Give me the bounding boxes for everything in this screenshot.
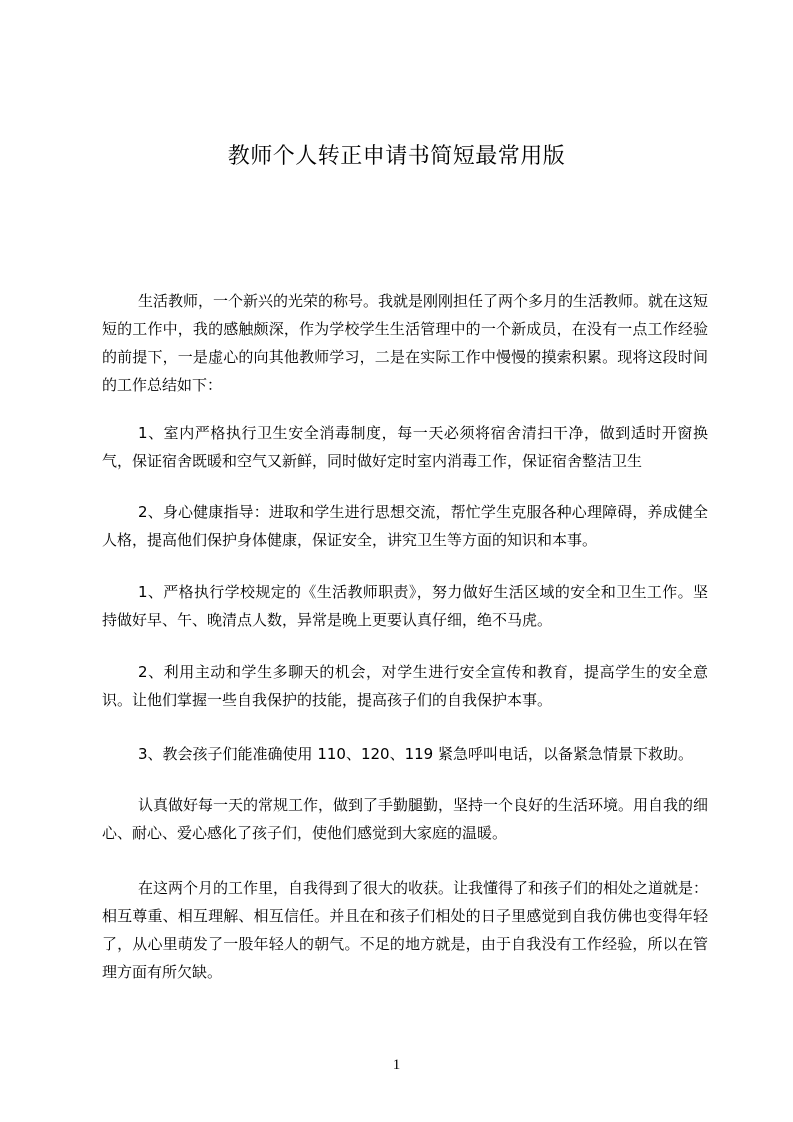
paragraph-daily-work: 认真做好每一天的常规工作，做到了手勤腿勤，坚持一个良好的生活环境。用自我的细心、耐心、爱心感化了孩子们，使他们感觉到大家庭的温暖。 <box>102 796 709 842</box>
document-title: 教师个人转正申请书简短最常用版 <box>227 144 566 169</box>
paragraph-emergency-numbers: 3、教会孩子们能准确使用 110、120、119 紧急呼叫电话，以备紧急情景下救助。 <box>138 745 693 763</box>
page-number: 1 <box>392 1057 401 1073</box>
paragraph-health-guidance: 2、身心健康指导：进取和学生进行思想交流，帮忙学生克服各种心理障碍，养成健全人格，提高他们保护身体健康，保证安全，讲究卫生等方面的知识和本事。 <box>102 503 708 549</box>
paragraph-safety-education: 2、利用主动和学生多聊天的机会，对学生进行安全宣传和教育，提高学生的安全意识。让他们掌握一些自我保护的技能，提高孩子们的自我保护本事。 <box>102 663 708 709</box>
paragraph-dorm-hygiene: 1、室内严格执行卫生安全消毒制度，每一天必须将宿舍清扫干净，做到适时开窗换气，保证宿舍既暖和空气又新鲜，同时做好定时室内消毒工作，保证宿舍整洁卫生 <box>102 424 708 470</box>
paragraph-summary: 在这两个月的工作里，自我得到了很大的收获。让我懂得了和孩子们的相处之道就是：相互尊重、相互理解、相互信任。并且在和孩子们相处的日子里感觉到自我仿佛也变得年轻了，从心里萌发了一股年轻人的朝气。不足的地方就是，由于自我没有工作经验，所以在管理方面有所欠缺。 <box>102 879 709 981</box>
paragraph-safety-duties: 1、严格执行学校规定的《生活教师职责》，努力做好生活区域的安全和卫生工作。坚持做好早、午、晚清点人数，异常是晚上更要认真仔细，绝不马虎。 <box>102 583 708 629</box>
paragraph-intro: 生活教师，一个新兴的光荣的称号。我就是刚刚担任了两个多月的生活教师。就在这短短的工作中，我的感触颇深，作为学校学生生活管理中的一个新成员，在没有一点工作经验的前提下，一是虚心的向其他教师学习，二是在实际工作中慢慢的摸索积累。现将这段时间的工作总结如下： <box>102 292 709 394</box>
